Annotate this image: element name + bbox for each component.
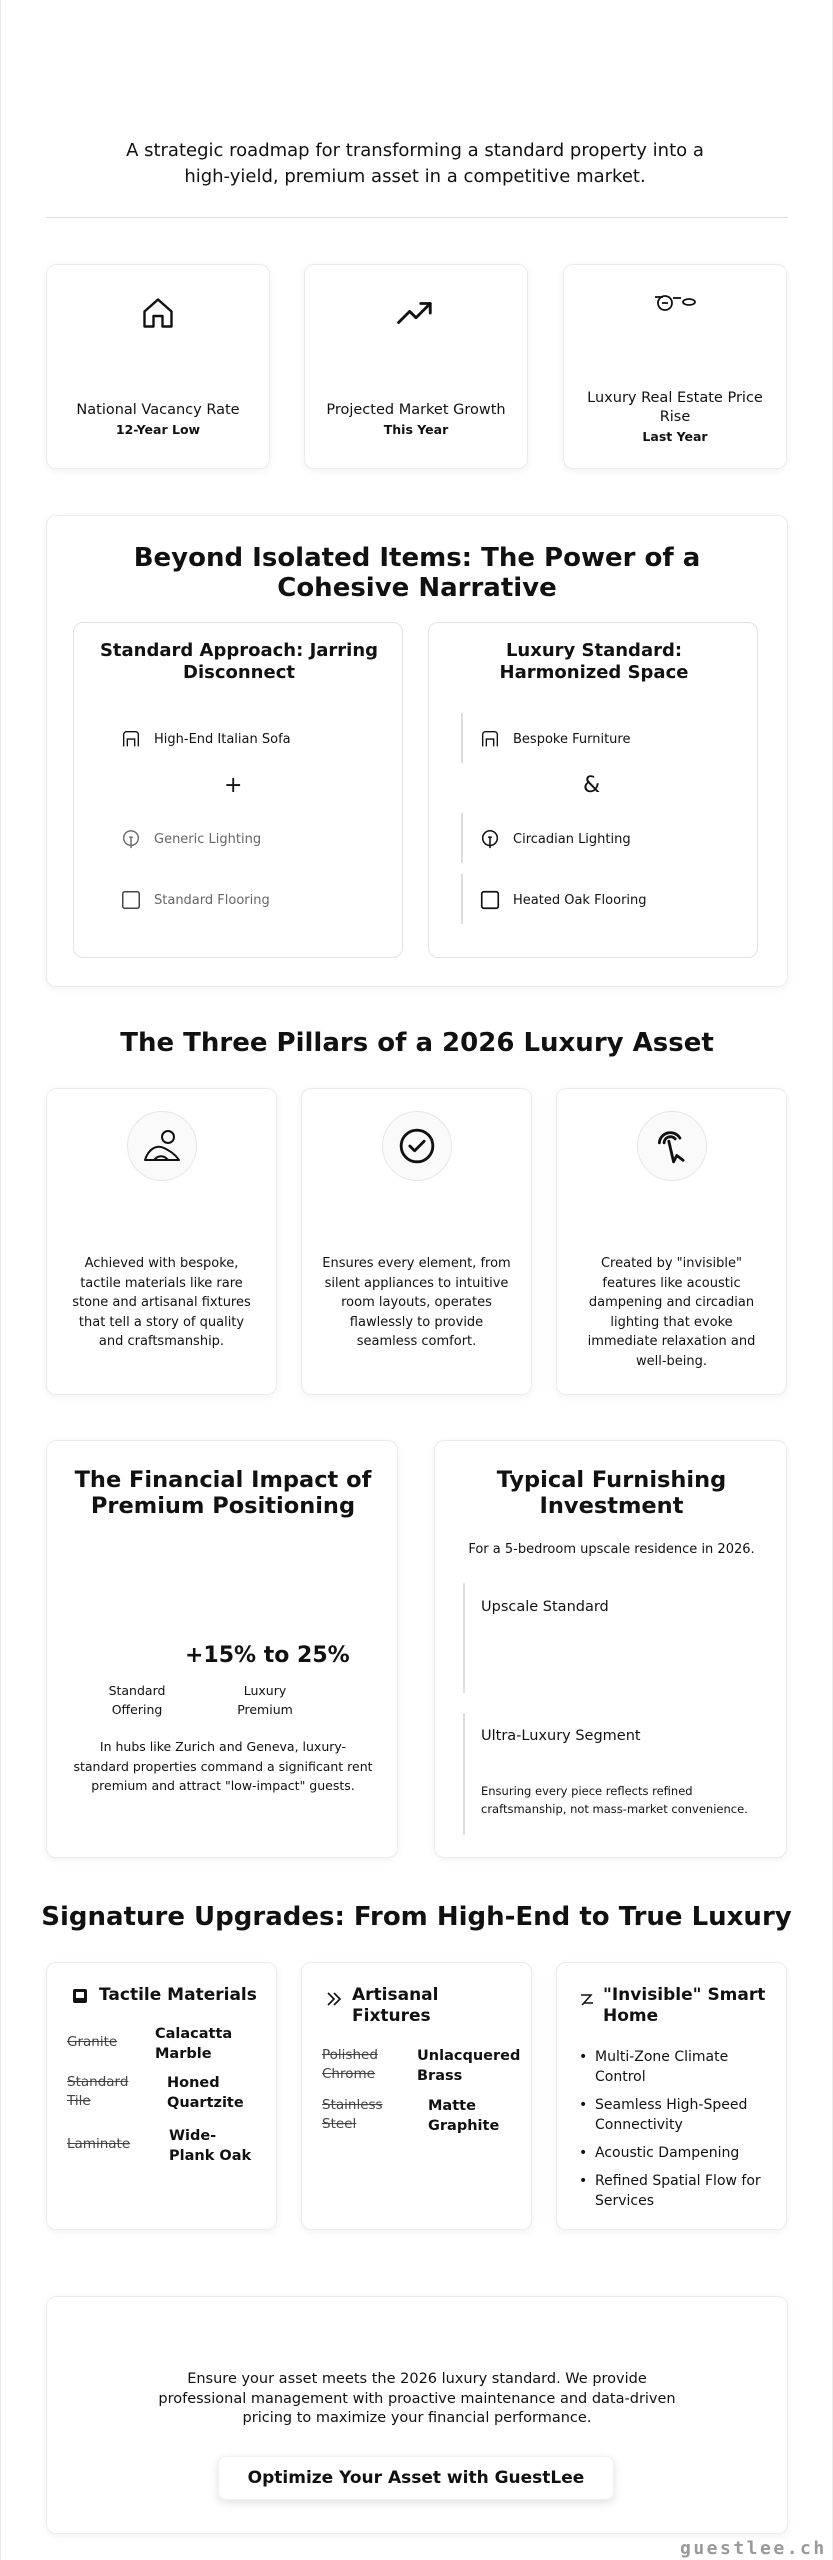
item-label: Bespoke Furniture (513, 731, 631, 747)
stat-card-growth (304, 264, 528, 469)
cta-text: Ensure your asset meets the 2026 luxury standard. We provide professional management with proactive maintenance and data-driven pricing to maximize your financial performance. (158, 2371, 676, 2426)
list-item (120, 828, 261, 850)
accent-bar (463, 1583, 465, 1693)
upscale-label: Upscale Standard (481, 1599, 609, 1615)
brand-watermark: guestlee.ch (680, 2538, 827, 2559)
pillars-title: The Three Pillars of a 2026 Luxury Asset (120, 1028, 714, 1058)
item-label: High-End Italian Sofa (154, 731, 291, 747)
check-circle-icon (382, 1111, 452, 1181)
to-material: Unlacquered Brass (417, 2048, 521, 2084)
narrative-title: Beyond Isolated Items: The Power of a Cohesive Narrative (133, 543, 701, 603)
item-label: Standard Flooring (154, 892, 270, 908)
pillar-text: Achieved with bespoke, tactile materials like rare stone and artisanal fixtures that tell a story of quality and craftsmanship. (72, 1256, 251, 1349)
ultra-note: Ensuring every piece reflects refined craftsmanship, not mass-market convenience. (481, 1784, 748, 1816)
square-icon (120, 889, 142, 911)
item-label: Heated Oak Flooring (513, 892, 647, 908)
item-label: Circadian Lighting (513, 831, 631, 847)
sofa-icon (479, 728, 501, 750)
upgrade-title: Artisanal Fixtures (352, 1985, 439, 2026)
upgrades-title: Signature Upgrades: From High-End to True Luxury (41, 1902, 792, 1932)
house-icon (140, 295, 176, 331)
intro-text: A strategic roadmap for transforming a standard property into a high-yield, premium asset in a competitive market. (126, 140, 704, 187)
trending-up-icon (397, 299, 435, 327)
stat-label: National Vacancy Rate (76, 402, 240, 418)
accent-bar (461, 813, 463, 863)
from-material: Polished Chrome (322, 2047, 378, 2082)
from-material: Granite (67, 2034, 118, 2050)
accent-bar (461, 713, 463, 763)
divider (46, 217, 788, 218)
stat-label: Projected Market Growth (326, 402, 506, 418)
to-material: Calacatta Marble (155, 2026, 233, 2062)
optimize-asset-button[interactable]: Optimize Your Asset with GuestLee (218, 2456, 614, 2500)
touch-icon (637, 1111, 707, 1181)
square-icon (479, 889, 501, 911)
upgrade-card-smart (556, 1962, 787, 2230)
list-item (479, 828, 631, 850)
pillar-card (556, 1088, 787, 1395)
standard-approach-card (73, 622, 403, 958)
smart-features-list (577, 2047, 777, 2219)
ultra-label: Ultra-Luxury Segment (481, 1728, 641, 1744)
pillar-text: Created by "invisible" features like acoustic dampening and circadian lighting that evoke immediate relaxation and well-being. (587, 1256, 756, 1369)
to-material: Matte Graphite (428, 2098, 500, 2134)
stat-sub: 12-Year Low (115, 422, 201, 437)
furnishing-title: Typical Furnishing Investment (496, 1467, 727, 1519)
list-item (120, 889, 270, 911)
stat-sub: This Year (383, 422, 449, 437)
label-luxury: Luxury Premium (237, 1683, 293, 1717)
upgrade-title: "Invisible" Smart Home (603, 1985, 766, 2026)
list-item (479, 728, 630, 750)
from-material: Stainless Steel (322, 2097, 383, 2132)
stat-card-vacancy (46, 264, 270, 469)
pillar-card (46, 1088, 277, 1395)
smart-home-icon (579, 1991, 595, 2007)
to-material: Wide-Plank Oak (169, 2128, 252, 2164)
narrative-section (46, 515, 788, 987)
list-item (120, 728, 291, 750)
list-item (479, 889, 647, 911)
luxury-title: Luxury Standard: Harmonized Space (499, 640, 689, 683)
connector-plus: + (224, 773, 243, 798)
furnishing-subtitle: For a 5-bedroom upscale residence in 2026. (468, 1542, 755, 1557)
accent-bar (461, 874, 463, 924)
from-material: Standard Tile (67, 2074, 129, 2109)
tablet-icon (71, 1987, 89, 2005)
luxury-standard-card (428, 622, 758, 958)
bulb-icon (479, 828, 501, 850)
to-material: Honed Quartzite (167, 2075, 244, 2111)
from-material: Laminate (67, 2136, 131, 2152)
double-chevron-icon (326, 1991, 344, 2007)
bulb-icon (120, 828, 142, 850)
financial-text: In hubs like Zurich and Geneva, luxury-standard properties command a significant rent premium and attract "low-impact" guests. (73, 1739, 373, 1793)
label-standard: Standard Offering (108, 1683, 166, 1717)
sofa-icon (120, 728, 142, 750)
furnishing-card (434, 1440, 787, 1858)
currency-exchange-icon (653, 289, 697, 315)
connector-ampersand: & (583, 773, 601, 798)
financial-card (46, 1440, 398, 1858)
accent-bar (463, 1713, 465, 1835)
list-item: • Acoustic Dampening (577, 2143, 777, 2163)
stat-card-price-rise (563, 264, 787, 469)
list-item: • Seamless High-Speed Connectivity (577, 2095, 777, 2135)
pillar-card (301, 1088, 532, 1395)
stat-label: Luxury Real Estate Price Rise (587, 390, 763, 425)
list-item: • Refined Spatial Flow for Services (577, 2171, 777, 2211)
premium-range: +15% to 25% (185, 1643, 350, 1668)
upgrade-card-tactile (46, 1962, 277, 2230)
financial-title: The Financial Impact of Premium Positioning (74, 1467, 372, 1519)
item-label: Generic Lighting (154, 831, 262, 847)
upgrade-title: Tactile Materials (99, 1985, 257, 2005)
pillar-text: Ensures every element, from silent appliances to intuitive room layouts, operates flawlessly to provide seamless comfort. (322, 1256, 511, 1349)
standard-title: Standard Approach: Jarring Disconnect (99, 640, 379, 683)
list-item: • Multi-Zone Climate Control (577, 2047, 777, 2087)
landscape-icon (127, 1111, 197, 1181)
stat-sub: Last Year (642, 429, 708, 444)
upgrade-card-fixtures (301, 1962, 532, 2230)
